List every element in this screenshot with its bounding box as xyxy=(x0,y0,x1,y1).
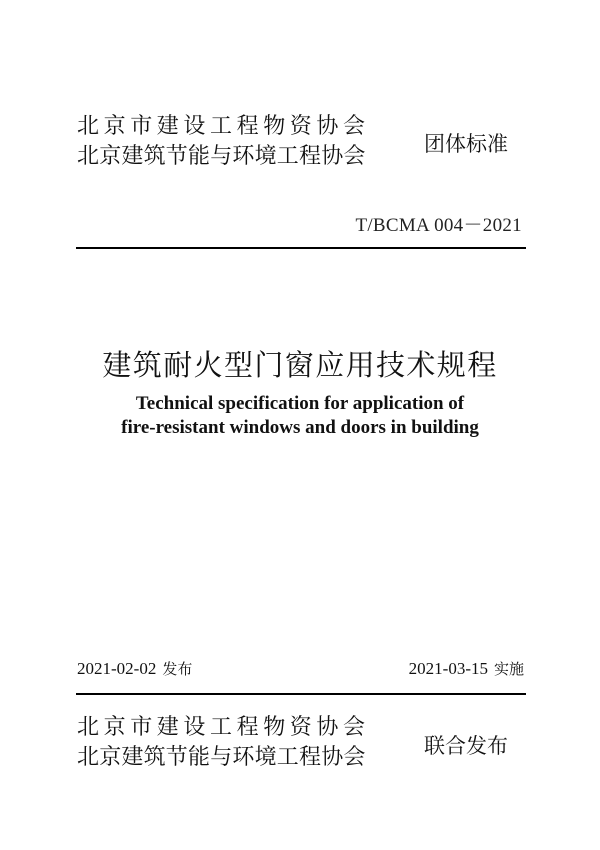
footer-divider xyxy=(76,693,526,695)
header-divider xyxy=(76,247,526,249)
footer-issuers xyxy=(77,713,407,773)
implement-label: 实施 xyxy=(493,660,524,678)
standard-type-label: 团体标准 xyxy=(424,132,508,156)
document-title-english-line-2: fire-resistant windows and doors in building xyxy=(121,417,479,438)
implement-date: 2021-03-15 xyxy=(408,659,488,678)
document-title-chinese: 建筑耐火型门窗应用技术规程 xyxy=(102,348,498,382)
footer-org-1: 北京市建设工程物资协会 xyxy=(77,715,370,740)
document-title-english-line-1: Technical specification for application of xyxy=(135,393,465,414)
publish-date-block xyxy=(77,658,192,679)
publish-date: 2021-02-02 xyxy=(77,659,157,678)
standard-number: T/BCMA 004－2021 xyxy=(355,215,522,236)
implement-date-block xyxy=(409,658,524,679)
publish-label: 发布 xyxy=(162,660,193,678)
footer-org-2: 北京建筑节能与环境工程协会 xyxy=(77,745,366,770)
issuer-org-2: 北京建筑节能与环境工程协会 xyxy=(77,144,366,169)
issuer-org-1: 北京市建设工程物资协会 xyxy=(77,114,370,139)
header-issuers xyxy=(77,112,407,172)
joint-issue-label: 联合发布 xyxy=(424,734,508,758)
